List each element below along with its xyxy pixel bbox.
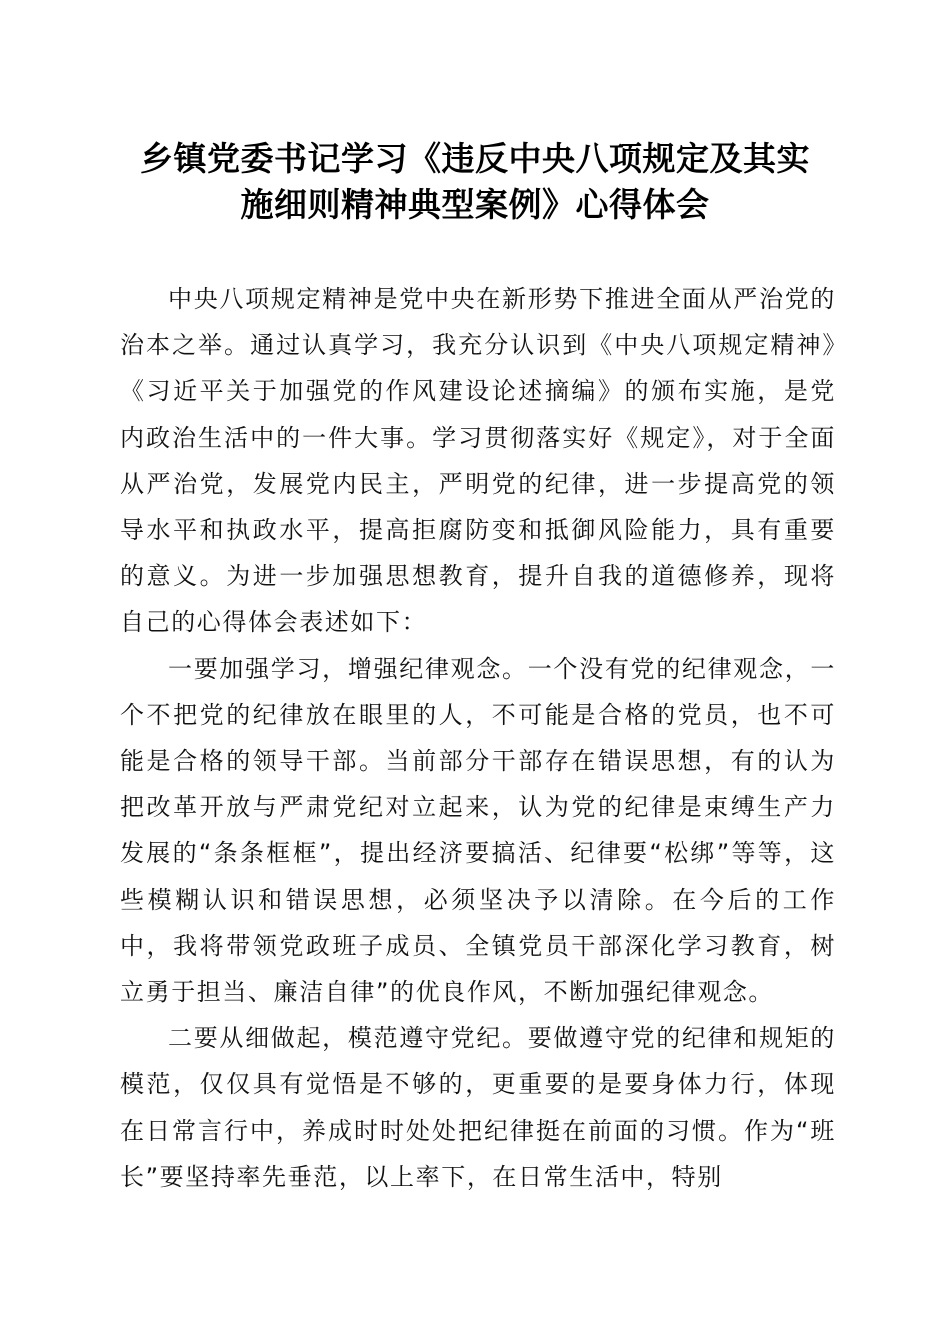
title-line-1: 乡镇党委书记学习《违反中央八项规定及其实	[140, 139, 810, 178]
paragraph-intro: 中央八项规定精神是党中央在新形势下推进全面从严治党的治本之举。通过认真学习，我充分认识到《中央八项规定精神》《习近平关于加强党的作风建设论述摘编》的颁布实施，是党内政治生活中的一件大事。学习贯彻落实好《规定》，对于全面从严治党，发展党内民主，严明党的纪律，进一步提高党的领导水平和执政水平，提高拒腐防变和抵御风险能力，具有重要的意义。为进一步加强思想教育，提升自我的道德修养，现将自己的心得体会表述如下：	[120, 285, 836, 637]
title-line-2: 施细则精神典型案例》心得体会	[240, 185, 710, 224]
document-title	[110, 136, 840, 228]
document-body	[120, 276, 836, 1200]
paragraph-point-two: 二要从细做起，模范遵守党纪。要做遵守党的纪律和规矩的模范，仅仅具有觉悟是不够的，更重要的是要身体力行，体现在日常言行中，养成时时处处把纪律挺在前面的习惯。作为“班长”要坚持率先垂范，以上率下，在日常生活中，特别	[120, 1024, 836, 1191]
paragraph-point-one: 一要加强学习，增强纪律观念。一个没有党的纪律观念，一个不把党的纪律放在眼里的人，不可能是合格的党员，也不可能是合格的领导干部。当前部分干部存在错误思想，有的认为把改革开放与严肃党纪对立起来，认为党的纪律是束缚生产力发展的“条条框框”，提出经济要搞活、纪律要“松绑”等等，这些模糊认识和错误思想，必须坚决予以清除。在今后的工作中，我将带领党政班子成员、全镇党员干部深化学习教育，树立勇于担当、廉洁自律”的优良作风，不断加强纪律观念。	[120, 654, 836, 1007]
